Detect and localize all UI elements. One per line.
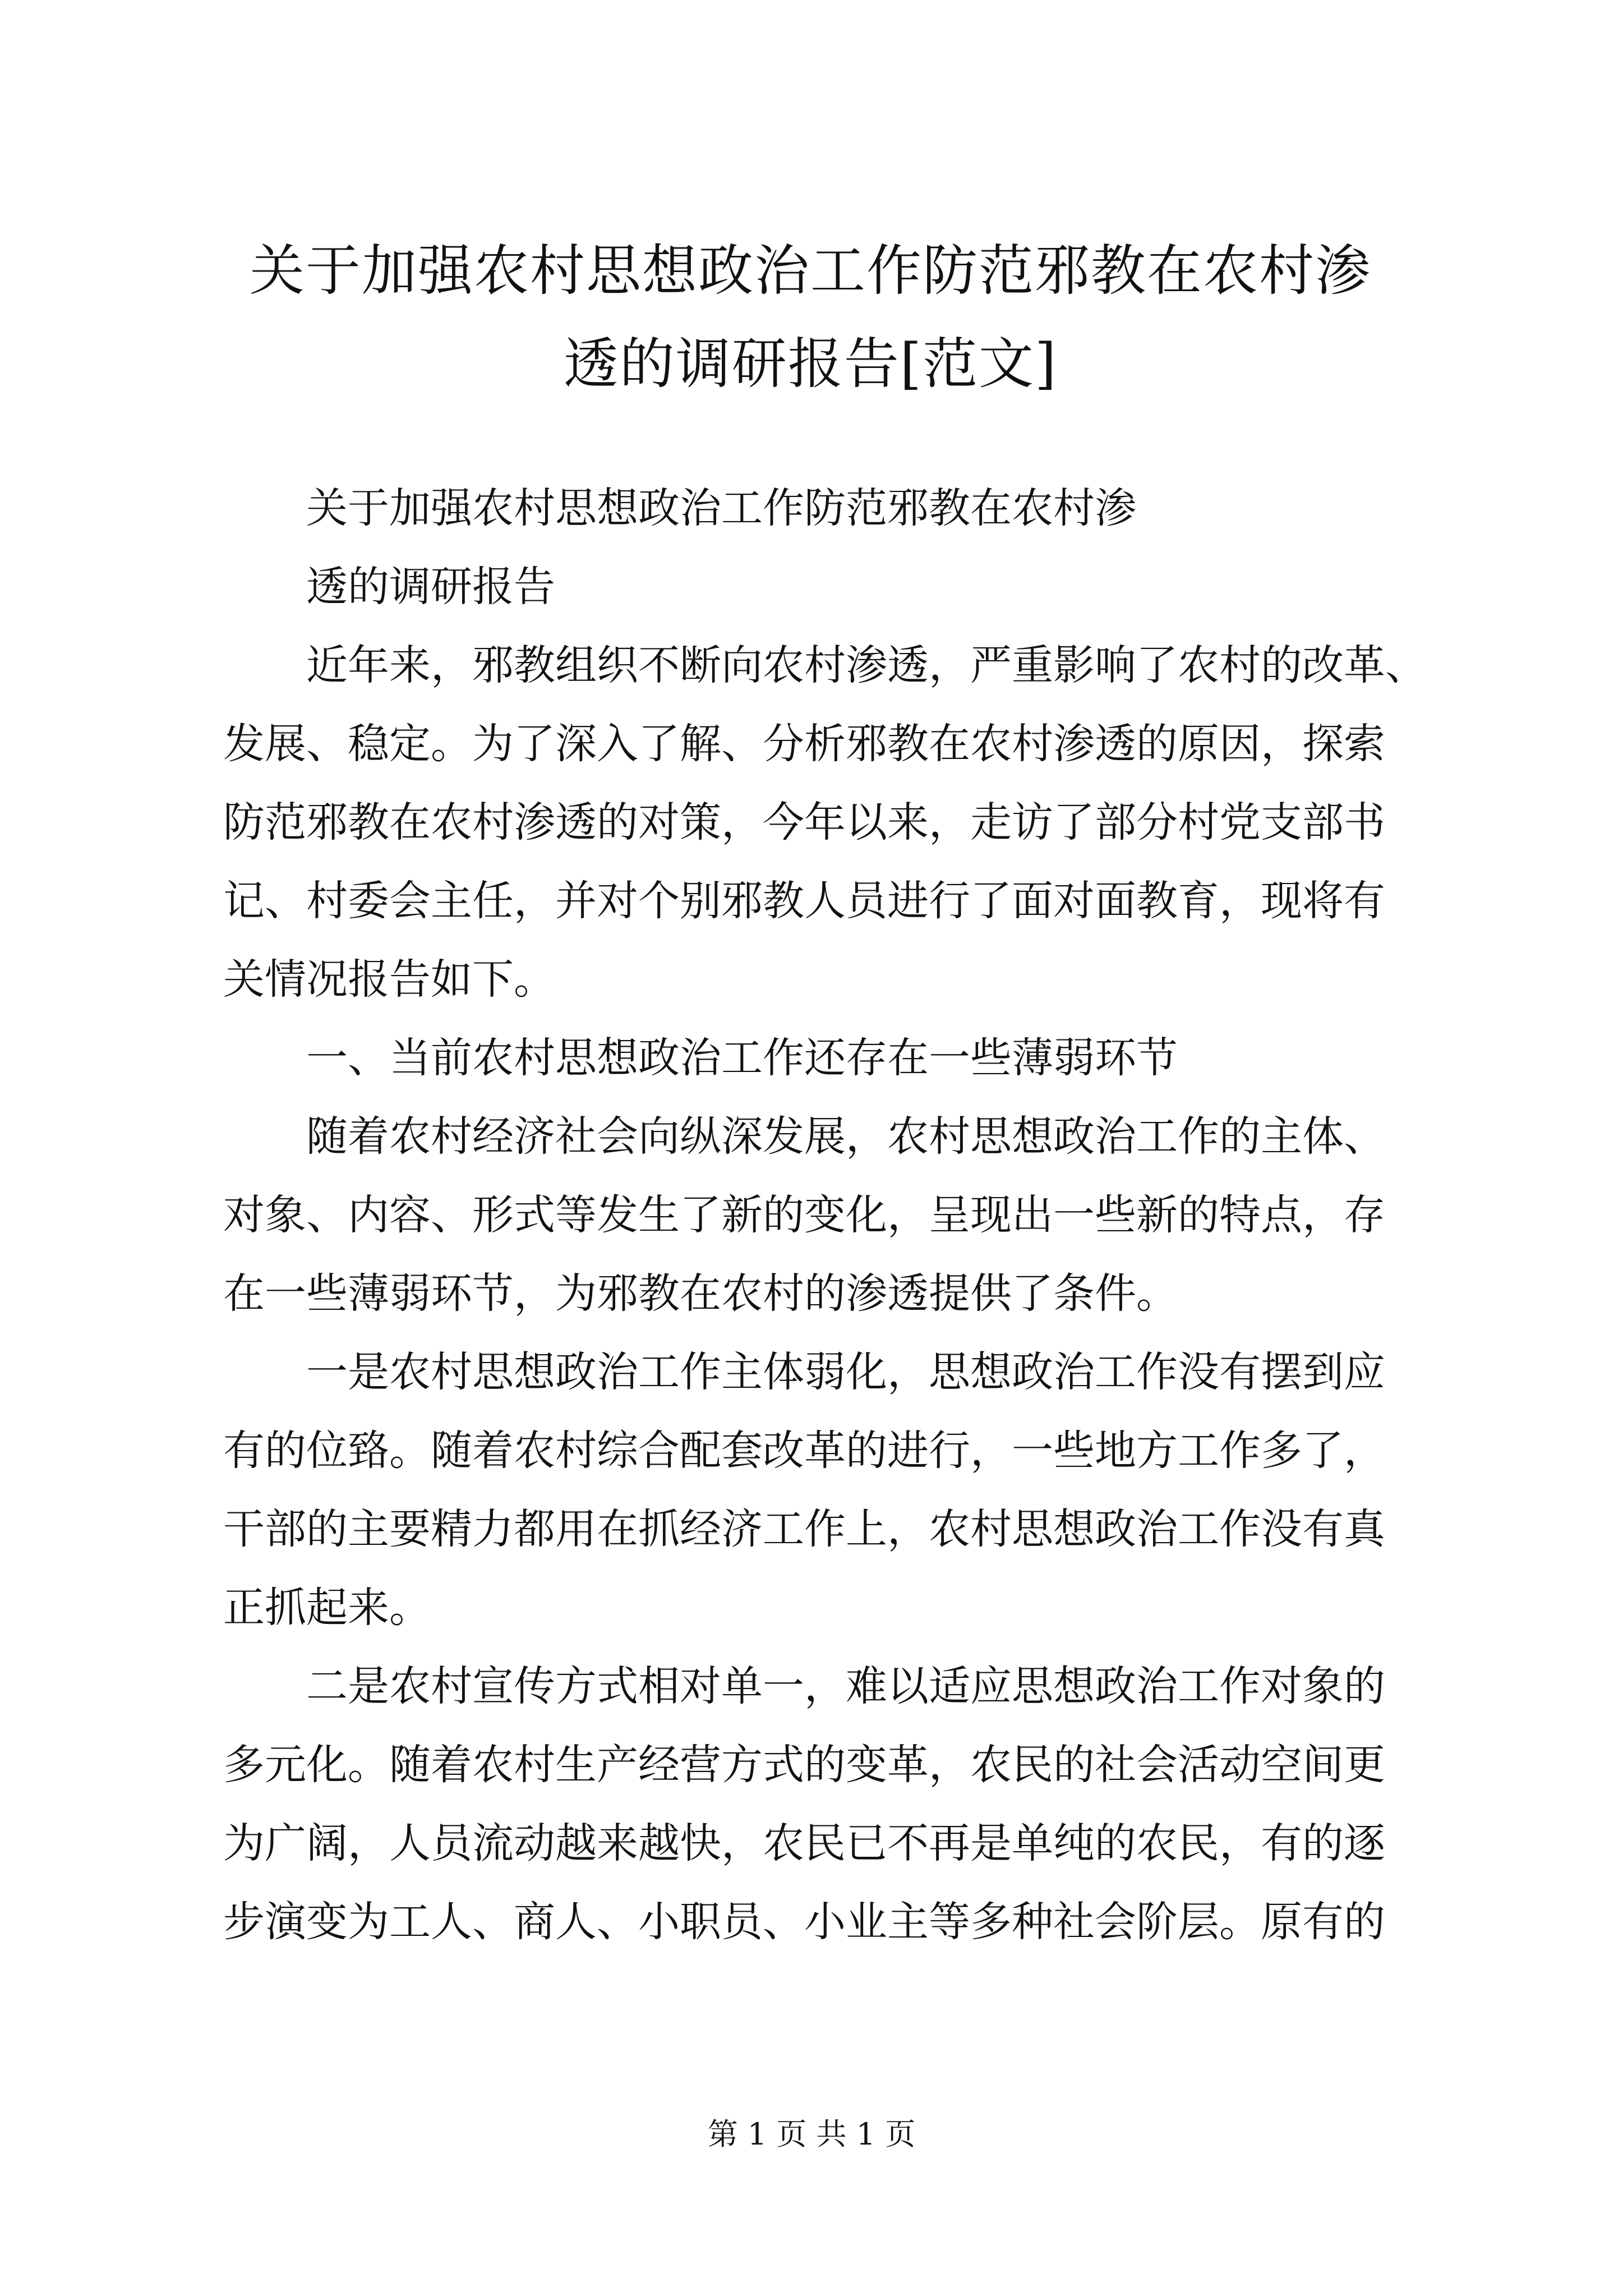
section-heading: 一、当前农村思想政治工作还存在一些薄弱环节 [306,1034,1178,1082]
section-paragraph: 随着农村经济社会向纵深发展，农村思想政治工作的主体、 对象、内容、形式等发生了新的变化，呈现出一些新的特点，存 在一些薄弱环节，为邪教在农村的渗透提供了条件。 [223,1112,1385,1318]
page-footer: 第 1 页 共 1 页 [707,2116,916,2152]
intro-paragraph: 近年来，邪教组织不断向农村渗透，严重影响了农村的改革、 发展、稳定。为了深入了解、分析邪教在农村渗透的原因，探索 防范邪教在农村渗透的对策，今年以来，走访了部分村党支部书 记、村委会主任，并对个别邪教人员进行了面对面教育，现将有 关情况报告如下。 [223,641,1427,1004]
point-one-paragraph: 一是农村思想政治工作主体弱化，思想政治工作没有摆到应 有的位臵。随着农村综合配套改革的进行，一些地方工作多了， 干部的主要精力都用在抓经济工作上，农村思想政治工作没有真 正抓起来。 [223,1348,1385,1632]
title-line-2: 透的调研报告[范文] [563,332,1058,396]
point-two-paragraph: 二是农村宣传方式相对单一，难以适应思想政治工作对象的 多元化。随着农村生产经营方式的变革，农民的社会活动空间更 为广阔，人员流动越来越快，农民已不再是单纯的农民，有的逐 步演变为工人、商人、小职员、小业主等多种社会阶层。原有的 [223,1662,1385,1946]
title-line-1: 关于加强农村思想政治工作防范邪教在农村渗 [249,239,1371,303]
subtitle-line-1: 关于加强农村思想政治工作防范邪教在农村渗 [306,484,1136,532]
document-title [185,224,1436,411]
document-body [223,469,1427,1961]
subtitle-line-2: 透的调研报告 [306,563,555,611]
